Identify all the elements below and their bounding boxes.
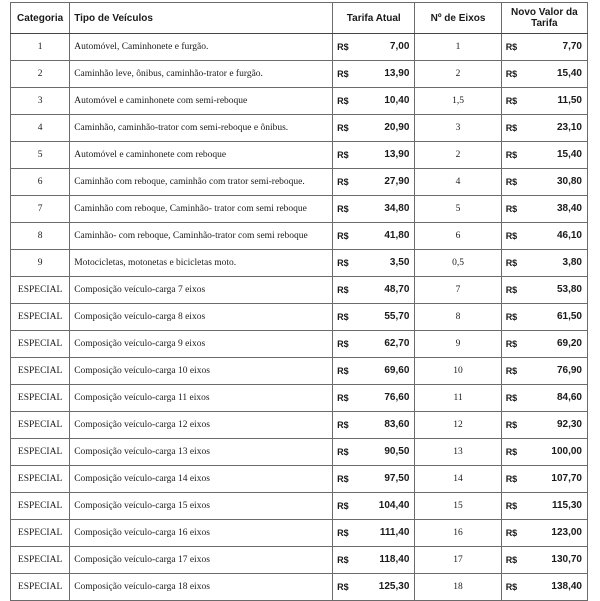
currency-symbol: R$ xyxy=(337,41,349,52)
cell-tipo-veiculo: Composição veículo-carga 16 eixos xyxy=(70,520,333,547)
cell-novo-valor xyxy=(501,88,587,115)
novo-valor-value: 23,10 xyxy=(556,121,582,133)
cell-novo-valor xyxy=(501,358,587,385)
cell-categoria: 7 xyxy=(11,196,70,223)
table-row xyxy=(11,493,588,520)
cell-categoria: ESPECIAL xyxy=(11,331,70,358)
cell-tipo-veiculo: Composição veículo-carga 11 eixos xyxy=(70,385,333,412)
cell-tipo-veiculo: Composição veículo-carga 17 eixos xyxy=(70,547,333,574)
currency-symbol: R$ xyxy=(505,527,518,538)
currency-symbol: R$ xyxy=(337,446,349,457)
cell-categoria: ESPECIAL xyxy=(11,547,70,574)
cell-numero-eixos: 2 xyxy=(415,142,501,169)
cell-tarifa-atual xyxy=(333,88,415,115)
currency-symbol: R$ xyxy=(505,149,518,160)
cell-numero-eixos: 17 xyxy=(415,547,501,574)
table-row xyxy=(11,277,588,304)
cell-categoria: 5 xyxy=(11,142,70,169)
tarifa-atual-value: 55,70 xyxy=(384,310,410,322)
novo-valor-value: 46,10 xyxy=(556,229,582,241)
table-row xyxy=(11,142,588,169)
tarifa-atual-value: 83,60 xyxy=(384,418,410,430)
tarifa-atual-value: 48,70 xyxy=(384,283,410,295)
cell-categoria: ESPECIAL xyxy=(11,574,70,601)
currency-symbol: R$ xyxy=(505,95,518,106)
cell-novo-valor xyxy=(501,466,587,493)
cell-numero-eixos: 3 xyxy=(415,115,501,142)
currency-symbol: R$ xyxy=(337,338,349,349)
cell-numero-eixos: 10 xyxy=(415,358,501,385)
cell-categoria: ESPECIAL xyxy=(11,385,70,412)
cell-tarifa-atual xyxy=(333,439,415,466)
cell-categoria: ESPECIAL xyxy=(11,358,70,385)
tarifa-atual-value: 27,90 xyxy=(384,175,410,187)
tarifa-atual-value: 90,50 xyxy=(384,445,410,457)
table-body xyxy=(11,34,588,601)
tarifa-atual-value: 125,30 xyxy=(378,580,410,592)
cell-tipo-veiculo: Motocicletas, motonetas e bicicletas moto. xyxy=(70,250,333,277)
cell-tipo-veiculo: Caminhão, caminhão-trator com semi-reboque e ônibus. xyxy=(70,115,333,142)
cell-numero-eixos: 1,5 xyxy=(415,88,501,115)
table-row xyxy=(11,34,588,61)
currency-symbol: R$ xyxy=(505,392,518,403)
cell-tipo-veiculo: Caminhão com reboque, Caminhão- trator com semi reboque xyxy=(70,196,333,223)
cell-novo-valor xyxy=(501,574,587,601)
cell-tipo-veiculo: Composição veículo-carga 15 eixos xyxy=(70,493,333,520)
cell-tipo-veiculo: Automóvel e caminhonete com semi-reboque xyxy=(70,88,333,115)
cell-categoria: ESPECIAL xyxy=(11,439,70,466)
cell-novo-valor xyxy=(501,61,587,88)
novo-valor-value: 69,20 xyxy=(556,337,582,349)
tarifa-atual-value: 104,40 xyxy=(378,499,410,511)
cell-categoria: 6 xyxy=(11,169,70,196)
cell-categoria: ESPECIAL xyxy=(11,304,70,331)
cell-tarifa-atual xyxy=(333,115,415,142)
cell-tarifa-atual xyxy=(333,412,415,439)
tarifa-atual-value: 7,00 xyxy=(389,40,410,52)
currency-symbol: R$ xyxy=(505,230,518,241)
cell-numero-eixos: 18 xyxy=(415,574,501,601)
tarifa-atual-value: 41,80 xyxy=(384,229,410,241)
toll-rates-table xyxy=(10,2,588,601)
cell-tarifa-atual xyxy=(333,493,415,520)
currency-symbol: R$ xyxy=(337,527,349,538)
cell-numero-eixos: 0,5 xyxy=(415,250,501,277)
cell-tipo-veiculo: Composição veículo-carga 12 eixos xyxy=(70,412,333,439)
cell-numero-eixos: 14 xyxy=(415,466,501,493)
currency-symbol: R$ xyxy=(505,257,518,268)
cell-numero-eixos: 13 xyxy=(415,439,501,466)
cell-categoria: 1 xyxy=(11,34,70,61)
tarifa-atual-value: 62,70 xyxy=(384,337,410,349)
cell-numero-eixos: 9 xyxy=(415,331,501,358)
novo-valor-value: 76,90 xyxy=(556,364,582,376)
cell-tipo-veiculo: Composição veículo-carga 7 eixos xyxy=(70,277,333,304)
cell-tarifa-atual xyxy=(333,331,415,358)
novo-valor-value: 84,60 xyxy=(556,391,582,403)
novo-valor-value: 53,80 xyxy=(556,283,582,295)
table-row xyxy=(11,439,588,466)
cell-tarifa-atual xyxy=(333,142,415,169)
table-row xyxy=(11,304,588,331)
table-row xyxy=(11,574,588,601)
cell-numero-eixos: 8 xyxy=(415,304,501,331)
cell-categoria: ESPECIAL xyxy=(11,520,70,547)
cell-tipo-veiculo: Composição veículo-carga 9 eixos xyxy=(70,331,333,358)
table-row xyxy=(11,466,588,493)
cell-tarifa-atual xyxy=(333,223,415,250)
tarifa-atual-value: 97,50 xyxy=(384,472,410,484)
cell-tipo-veiculo: Composição veículo-carga 10 eixos xyxy=(70,358,333,385)
cell-categoria: ESPECIAL xyxy=(11,466,70,493)
cell-tarifa-atual xyxy=(333,61,415,88)
header-numero-eixos: Nº de Eixos xyxy=(415,3,501,34)
novo-valor-value: 38,40 xyxy=(556,202,582,214)
table-row xyxy=(11,520,588,547)
tarifa-atual-value: 13,90 xyxy=(384,148,410,160)
novo-valor-value: 92,30 xyxy=(556,418,582,430)
currency-symbol: R$ xyxy=(337,473,349,484)
tarifa-atual-value: 13,90 xyxy=(384,67,410,79)
table-row xyxy=(11,196,588,223)
novo-valor-value: 107,70 xyxy=(551,472,582,484)
cell-tarifa-atual xyxy=(333,547,415,574)
header-novo-valor: Novo Valor da Tarifa xyxy=(501,3,587,34)
currency-symbol: R$ xyxy=(337,257,349,268)
currency-symbol: R$ xyxy=(337,176,349,187)
cell-categoria: ESPECIAL xyxy=(11,493,70,520)
currency-symbol: R$ xyxy=(505,554,518,565)
currency-symbol: R$ xyxy=(505,68,518,79)
cell-numero-eixos: 7 xyxy=(415,277,501,304)
cell-numero-eixos: 12 xyxy=(415,412,501,439)
novo-valor-value: 30,80 xyxy=(556,175,582,187)
novo-valor-value: 15,40 xyxy=(556,148,582,160)
cell-tarifa-atual xyxy=(333,169,415,196)
cell-novo-valor xyxy=(501,34,587,61)
tarifa-atual-value: 118,40 xyxy=(379,553,410,565)
cell-tipo-veiculo: Automóvel, Caminhonete e furgão. xyxy=(70,34,333,61)
cell-tipo-veiculo: Automóvel e caminhonete com reboque xyxy=(70,142,333,169)
tarifa-atual-value: 76,60 xyxy=(384,391,410,403)
novo-valor-value: 123,00 xyxy=(551,526,582,538)
cell-numero-eixos: 2 xyxy=(415,61,501,88)
cell-tarifa-atual xyxy=(333,385,415,412)
currency-symbol: R$ xyxy=(337,230,349,241)
cell-numero-eixos: 16 xyxy=(415,520,501,547)
cell-tarifa-atual xyxy=(333,358,415,385)
table-row xyxy=(11,115,588,142)
cell-novo-valor xyxy=(501,169,587,196)
novo-valor-value: 115,30 xyxy=(551,499,582,511)
currency-symbol: R$ xyxy=(505,311,518,322)
header-categoria: Categoria xyxy=(11,3,70,34)
cell-categoria: 4 xyxy=(11,115,70,142)
currency-symbol: R$ xyxy=(337,95,349,106)
cell-novo-valor xyxy=(501,547,587,574)
cell-tipo-veiculo: Composição veículo-carga 18 eixos xyxy=(70,574,333,601)
header-tarifa-atual: Tarifa Atual xyxy=(333,3,415,34)
cell-tarifa-atual xyxy=(333,466,415,493)
header-tipo-veiculos: Tipo de Veículos xyxy=(70,3,333,34)
currency-symbol: R$ xyxy=(505,122,518,133)
currency-symbol: R$ xyxy=(505,473,518,484)
cell-tarifa-atual xyxy=(333,304,415,331)
cell-tipo-veiculo: Composição veículo-carga 8 eixos xyxy=(70,304,333,331)
cell-tipo-veiculo: Caminhão- com reboque, Caminhão-trator com semi reboque xyxy=(70,223,333,250)
cell-numero-eixos: 1 xyxy=(415,34,501,61)
currency-symbol: R$ xyxy=(505,176,518,187)
currency-symbol: R$ xyxy=(505,284,518,295)
currency-symbol: R$ xyxy=(337,581,349,592)
tarifa-atual-value: 10,40 xyxy=(384,94,410,106)
novo-valor-value: 7,70 xyxy=(562,40,582,52)
currency-symbol: R$ xyxy=(505,446,518,457)
currency-symbol: R$ xyxy=(337,554,349,565)
currency-symbol: R$ xyxy=(337,68,349,79)
cell-tarifa-atual xyxy=(333,574,415,601)
cell-novo-valor xyxy=(501,493,587,520)
cell-categoria: 2 xyxy=(11,61,70,88)
cell-novo-valor xyxy=(501,277,587,304)
currency-symbol: R$ xyxy=(505,581,518,592)
novo-valor-value: 3,80 xyxy=(562,256,582,268)
cell-novo-valor xyxy=(501,412,587,439)
table-row xyxy=(11,331,588,358)
novo-valor-value: 138,40 xyxy=(551,580,582,592)
cell-tarifa-atual xyxy=(333,34,415,61)
cell-numero-eixos: 4 xyxy=(415,169,501,196)
cell-categoria: 8 xyxy=(11,223,70,250)
cell-tipo-veiculo: Caminhão com reboque, caminhão com trator semi-reboque. xyxy=(70,169,333,196)
table-row xyxy=(11,88,588,115)
currency-symbol: R$ xyxy=(505,419,518,430)
novo-valor-value: 15,40 xyxy=(556,67,582,79)
cell-tipo-veiculo: Caminhão leve, ônibus, caminhão-trator e furgão. xyxy=(70,61,333,88)
cell-novo-valor xyxy=(501,331,587,358)
cell-tipo-veiculo: Composição veículo-carga 13 eixos xyxy=(70,439,333,466)
cell-numero-eixos: 15 xyxy=(415,493,501,520)
cell-novo-valor xyxy=(501,223,587,250)
cell-categoria: ESPECIAL xyxy=(11,277,70,304)
cell-novo-valor xyxy=(501,304,587,331)
table-row xyxy=(11,412,588,439)
currency-symbol: R$ xyxy=(337,419,349,430)
table-header-row xyxy=(11,3,588,34)
table-row xyxy=(11,250,588,277)
currency-symbol: R$ xyxy=(337,149,349,160)
table-row xyxy=(11,547,588,574)
table-row xyxy=(11,358,588,385)
cell-novo-valor xyxy=(501,250,587,277)
currency-symbol: R$ xyxy=(337,122,349,133)
cell-categoria: 3 xyxy=(11,88,70,115)
tarifa-atual-value: 34,80 xyxy=(384,202,410,214)
currency-symbol: R$ xyxy=(505,203,518,214)
novo-valor-value: 61,50 xyxy=(556,310,582,322)
tarifa-atual-value: 69,60 xyxy=(384,364,410,376)
currency-symbol: R$ xyxy=(337,203,349,214)
cell-tarifa-atual xyxy=(333,277,415,304)
currency-symbol: R$ xyxy=(505,365,518,376)
currency-symbol: R$ xyxy=(505,500,518,511)
cell-novo-valor xyxy=(501,520,587,547)
currency-symbol: R$ xyxy=(337,311,349,322)
cell-tarifa-atual xyxy=(333,250,415,277)
tarifa-atual-value: 3,50 xyxy=(389,256,410,268)
cell-novo-valor xyxy=(501,196,587,223)
currency-symbol: R$ xyxy=(337,365,349,376)
currency-symbol: R$ xyxy=(505,41,518,52)
cell-novo-valor xyxy=(501,439,587,466)
novo-valor-value: 100,00 xyxy=(551,445,582,457)
cell-numero-eixos: 5 xyxy=(415,196,501,223)
cell-numero-eixos: 11 xyxy=(415,385,501,412)
currency-symbol: R$ xyxy=(337,284,349,295)
currency-symbol: R$ xyxy=(337,500,349,511)
currency-symbol: R$ xyxy=(337,392,349,403)
cell-novo-valor xyxy=(501,385,587,412)
table-row xyxy=(11,223,588,250)
table-row xyxy=(11,169,588,196)
cell-categoria: 9 xyxy=(11,250,70,277)
currency-symbol: R$ xyxy=(505,338,518,349)
table-row xyxy=(11,61,588,88)
cell-categoria: ESPECIAL xyxy=(11,412,70,439)
tarifa-atual-value: 20,90 xyxy=(384,121,410,133)
cell-novo-valor xyxy=(501,142,587,169)
cell-tipo-veiculo: Composição veículo-carga 14 eixos xyxy=(70,466,333,493)
cell-numero-eixos: 6 xyxy=(415,223,501,250)
novo-valor-value: 11,50 xyxy=(557,94,582,106)
cell-tarifa-atual xyxy=(333,520,415,547)
cell-novo-valor xyxy=(501,115,587,142)
table-row xyxy=(11,385,588,412)
cell-tarifa-atual xyxy=(333,196,415,223)
novo-valor-value: 130,70 xyxy=(551,553,582,565)
tarifa-atual-value: 111,40 xyxy=(379,526,410,538)
